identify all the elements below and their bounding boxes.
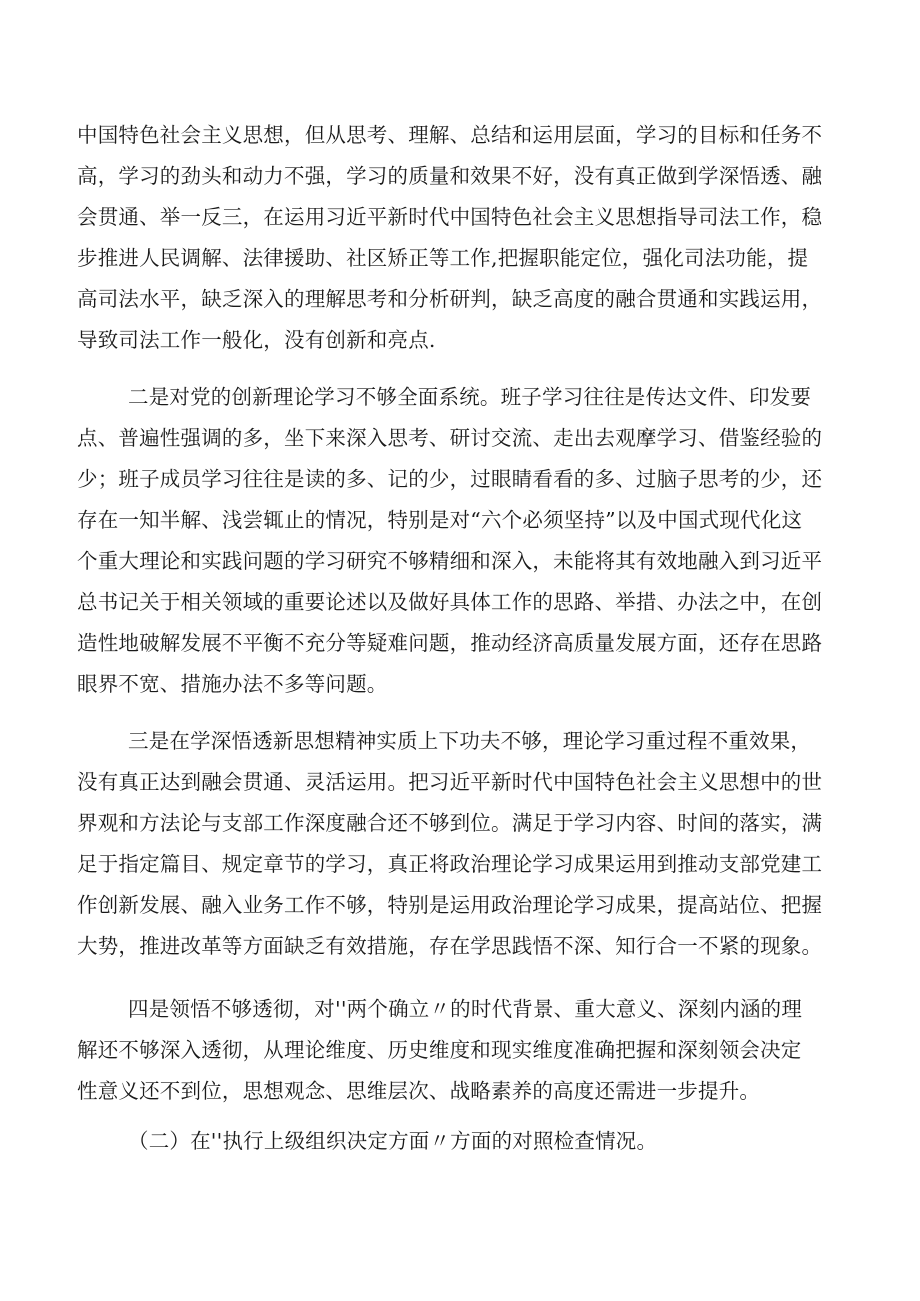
text-line: 导致司法工作一般化，没有创新和亮点. — [77, 328, 436, 352]
text-line: 三是在学深悟透新思想精神实质上下功夫不够，理论学习重过程不重效果， — [128, 729, 812, 753]
text-line: 眼界不宽、措施办法不多等问题。 — [77, 672, 388, 696]
text-line: 性意义还不到位，思想观念、思维层次、战略素养的高度还需进一步提升。 — [77, 1079, 761, 1103]
text-line: 步推进人民调解、法律援助、社区矫正等工作,把握职能定位，强化司法功能，提 — [77, 246, 809, 270]
text-line: 解还不够深入透彻，从理论维度、历史维度和现实维度准确把握和深刻领会决定 — [77, 1038, 802, 1062]
text-line: 造性地破解发展不平衡不充分等疑难问题，推动经济高质量发展方面，还存在思路 — [77, 631, 823, 655]
text-line: （二）在''执行上级组织决定方面〃方面的对照检查情况。 — [128, 1129, 658, 1153]
text-line: 少；班子成员学习往往是读的多、记的少，过眼睛看看的多、过脑子思考的少，还 — [77, 467, 823, 491]
text-line: 大势，推进改革等方面缺乏有效措施，存在学思践悟不深、知行合一不紧的现象。 — [77, 934, 823, 958]
text-line: 中国特色社会主义思想，但从思考、理解、总结和运用层面，学习的目标和任务不 — [77, 123, 823, 147]
text-line: 会贯通、举一反三，在运用习近平新时代中国特色社会主义思想指导司法工作，稳 — [77, 205, 823, 229]
text-line: 二是对党的创新理论学习不够全面系统。班子学习往往是传达文件、印发要 — [128, 385, 812, 409]
text-line: 高，学习的劲头和动力不强，学习的质量和效果不好，没有真正做到学深悟透、融 — [77, 164, 823, 188]
text-line: 四是领悟不够透彻，对''两个确立〃的时代背景、重大意义、深刻内涵的理 — [128, 997, 803, 1021]
text-line: 总书记关于相关领域的重要论述以及做好具体工作的思路、举措、办法之中，在创 — [77, 590, 823, 614]
text-line: 个重大理论和实践问题的学习研究不够精细和深入，未能将其有效地融入到习近平 — [77, 549, 823, 573]
text-line: 存在一知半解、浅尝辄止的情况，特别是对“六个必须坚持”以及中国式现代化这 — [77, 508, 803, 532]
text-line: 作创新发展、融入业务工作不够，特别是运用政治理论学习成果，提高站位、把握 — [77, 893, 823, 917]
text-line: 界观和方法论与支部工作深度融合还不够到位。满足于学习内容、时间的落实，满 — [77, 811, 823, 835]
text-line: 高司法水平，缺乏深入的理解思考和分析研判，缺乏高度的融合贯通和实践运用， — [77, 287, 823, 311]
text-line: 足于指定篇目、规定章节的学习，真正将政治理论学习成果运用到推动支部党建工 — [77, 852, 823, 876]
text-line: 没有真正达到融会贯通、灵活运用。把习近平新时代中国特色社会主义思想中的世 — [77, 770, 823, 794]
text-line: 点、普遍性强调的多，坐下来深入思考、研讨交流、走出去观摩学习、借鉴经验的 — [77, 426, 823, 450]
